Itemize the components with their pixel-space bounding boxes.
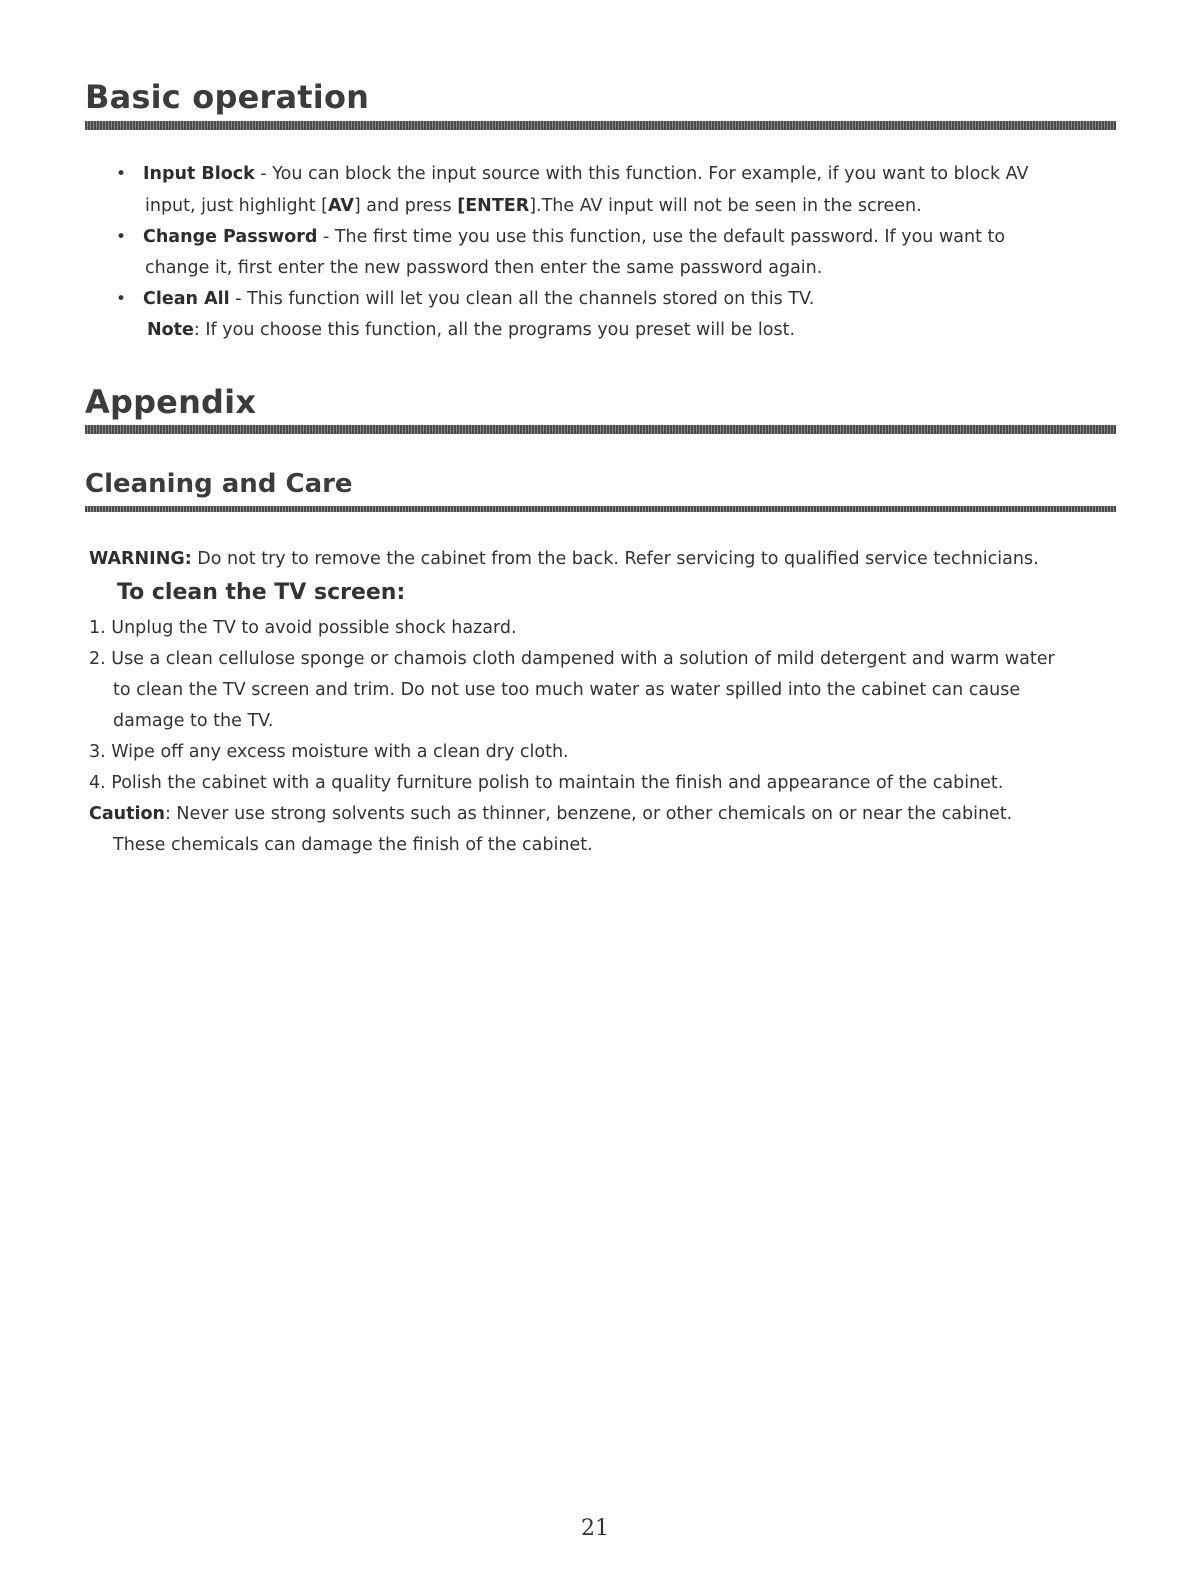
caution-text-line2: These chemicals can damage the finish of the cabinet.	[113, 835, 593, 855]
step-1: 1. Unplug the TV to avoid possible shock hazard.	[89, 618, 517, 638]
step-2-line3: damage to the TV.	[113, 711, 274, 731]
step-3: 3. Wipe off any excess moisture with a clean dry cloth.	[89, 742, 569, 762]
bullet-dot-icon: •	[116, 289, 127, 309]
step-2: 2. Use a clean cellulose sponge or chamois cloth dampened with a solution of mild detergent and warm water	[89, 649, 1055, 669]
caution-label: Caution	[89, 804, 165, 824]
page-number: 21	[581, 1516, 609, 1541]
term-clean-all: Clean All	[143, 289, 230, 309]
bullet-input-block: Input Block - You can block the input source with this function. For example, if you want to block AV	[143, 164, 1029, 184]
clean-tv-screen-heading: To clean the TV screen:	[117, 580, 406, 605]
section-title-basic-operation: Basic operation	[85, 78, 370, 116]
section-title-appendix: Appendix	[85, 383, 257, 421]
note-label: Note	[147, 320, 194, 340]
warning-label: WARNING:	[89, 549, 192, 569]
section-divider	[85, 425, 1116, 434]
bullet-input-block-line2: input, just highlight [AV] and press [ENTER].The AV input will not be seen in the screen.	[145, 196, 922, 216]
section-divider	[85, 506, 1116, 512]
caution-text: Caution: Never use strong solvents such as thinner, benzene, or other chemicals on or near the cabinet.	[89, 804, 1013, 824]
bullet-dot-icon: •	[116, 227, 127, 247]
bullet-change-password-line2: change it, first enter the new password then enter the same password again.	[145, 258, 823, 278]
warning-text: WARNING: Do not try to remove the cabinet from the back. Refer servicing to qualified service technicians.	[89, 549, 1039, 569]
note-clean-all: Note: If you choose this function, all the programs you preset will be lost.	[147, 320, 796, 340]
bullet-clean-all: Clean All - This function will let you clean all the channels stored on this TV.	[143, 289, 815, 309]
section-title-cleaning-and-care: Cleaning and Care	[85, 469, 353, 499]
bullet-change-password: Change Password - The first time you use this function, use the default password. If you want to	[143, 227, 1006, 247]
term-change-password: Change Password	[143, 227, 318, 247]
term-input-block: Input Block	[143, 164, 255, 184]
step-2-line2: to clean the TV screen and trim. Do not use too much water as water spilled into the cabinet can cause	[113, 680, 1021, 700]
section-divider	[85, 121, 1116, 130]
bullet-dot-icon: •	[116, 164, 127, 184]
step-4: 4. Polish the cabinet with a quality furniture polish to maintain the finish and appearance of the cabinet.	[89, 773, 1004, 793]
